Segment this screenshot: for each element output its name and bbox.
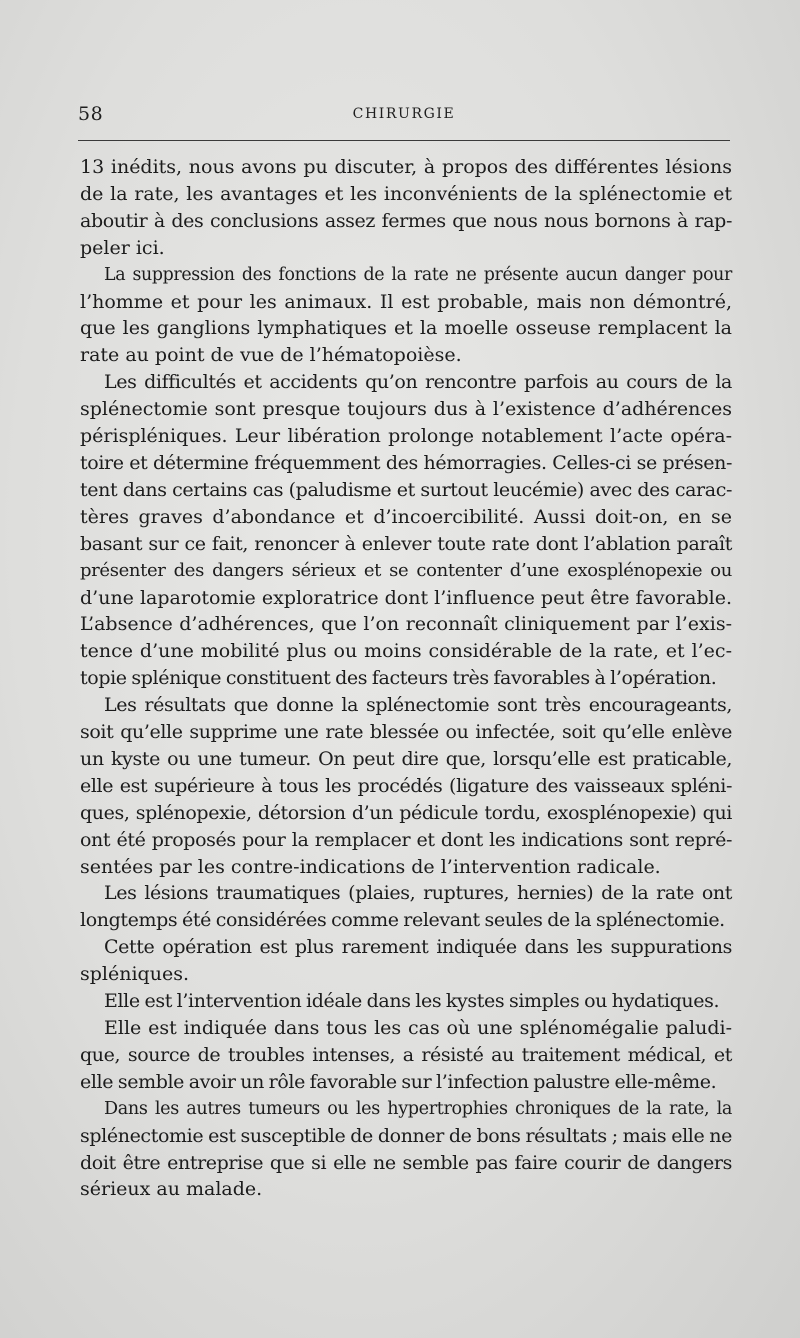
- text-line: rate au point de vue de l’hématopoièse.: [80, 344, 462, 367]
- paragraph: [80, 934, 732, 988]
- text-line: Elle est indiquée dans tous les cas où une splénomégalie paludi-: [104, 1017, 732, 1039]
- text-line: L’absence d’adhérences, que l’on reconnaît cliniquement par l’exis-: [80, 613, 732, 636]
- text-line: elle semble avoir un rôle favorable sur l’infection palustre elle-même.: [80, 1070, 717, 1093]
- text-line: La suppression des fonctions de la rate ne présente aucun danger pour: [104, 264, 732, 285]
- paragraph: [80, 880, 732, 934]
- text-line: tères graves d’abondance et d’incoercibilité. Aussi doit-on, en se: [80, 505, 732, 528]
- paragraph: [80, 369, 732, 692]
- text-line: d’une laparotomie exploratrice dont l’influence peut être favorable.: [80, 586, 732, 609]
- text-line: elle est supérieure à tous les procédés (ligature des vaisseaux spléni-: [80, 774, 732, 797]
- page-header: [78, 103, 730, 129]
- text-line: sérieux au malade.: [80, 1178, 263, 1201]
- paragraph: [80, 154, 732, 262]
- text-line: présenter des dangers sérieux et se contenter d’une exosplénopexie ou: [80, 559, 732, 581]
- text-line: Les difficultés et accidents qu’on rencontre parfois au cours de la: [104, 371, 732, 394]
- text-line: de la rate, les avantages et les inconvénients de la splénectomie et: [80, 182, 732, 205]
- running-title: CHIRURGIE: [352, 106, 456, 122]
- text-line: basant sur ce fait, renoncer à enlever toute rate dont l’ablation paraît: [80, 532, 732, 555]
- body-text: [80, 154, 732, 1203]
- text-line: splénectomie sont presque toujours dus à l’existence d’adhérences: [80, 398, 732, 421]
- text-line: l’homme et pour les animaux. Il est probable, mais non démontré,: [80, 290, 732, 313]
- text-line: Les lésions traumatiques (plaies, ruptures, hernies) de la rate ont: [104, 882, 732, 905]
- text-line: aboutir à des conclusions assez fermes que nous nous bornons à rap-: [80, 209, 732, 232]
- text-line: périspléniques. Leur libération prolonge notablement l’acte opéra-: [80, 425, 732, 448]
- text-line: soit qu’elle supprime une rate blessée ou infectée, soit qu’elle enlève: [80, 721, 732, 744]
- text-line: longtemps été considérées comme relevant seules de la splénectomie.: [80, 909, 725, 932]
- text-line: tence d’une mobilité plus ou moins considérable de la rate, et l’ec-: [80, 640, 732, 663]
- paragraph: [80, 1015, 732, 1096]
- text-line: doit être entreprise que si elle ne semble pas faire courir de dangers: [80, 1151, 732, 1174]
- header-rule: [78, 140, 730, 141]
- text-line: spléniques.: [80, 963, 189, 986]
- text-line: peler ici.: [80, 236, 165, 259]
- paragraph: [80, 262, 732, 370]
- text-line: que les ganglions lymphatiques et la moelle osseuse remplacent la: [80, 317, 732, 340]
- page-number: 58: [78, 103, 104, 125]
- paragraph: [80, 1096, 732, 1204]
- paragraph: [80, 692, 732, 880]
- text-line: splénectomie est susceptible de donner de bons résultats ; mais elle ne: [80, 1124, 732, 1147]
- text-line: que, source de troubles intenses, a résisté au traitement médical, et: [80, 1043, 732, 1066]
- text-line: Les résultats que donne la splénectomie sont très encourageants,: [104, 694, 732, 717]
- text-line: Elle est l’intervention idéale dans les kystes simples ou hydatiques.: [104, 990, 720, 1013]
- text-line: ques, splénopexie, détorsion d’un pédicule tordu, exosplénopexie) qui: [80, 801, 732, 824]
- text-line: topie splénique constituent des facteurs très favorables à l’opération.: [80, 667, 717, 690]
- text-line: un kyste ou une tumeur. On peut dire que, lorsqu’elle est praticable,: [80, 747, 732, 770]
- text-line: Cette opération est plus rarement indiquée dans les suppurations: [104, 936, 732, 959]
- text-line: 13 inédits, nous avons pu discuter, à propos des différentes lésions: [80, 156, 732, 178]
- text-line: sentées par les contre-indications de l’intervention radicale.: [80, 855, 661, 878]
- text-line: ont été proposés pour la remplacer et dont les indications sont repré-: [80, 828, 732, 851]
- paragraph: [80, 988, 732, 1015]
- text-line: tent dans certains cas (paludisme et surtout leucémie) avec des carac-: [80, 478, 732, 501]
- text-line: toire et détermine fréquemment des hémorragies. Celles-ci se présen-: [80, 451, 732, 474]
- text-line: Dans les autres tumeurs ou les hypertrophies chroniques de la rate, la: [104, 1098, 732, 1119]
